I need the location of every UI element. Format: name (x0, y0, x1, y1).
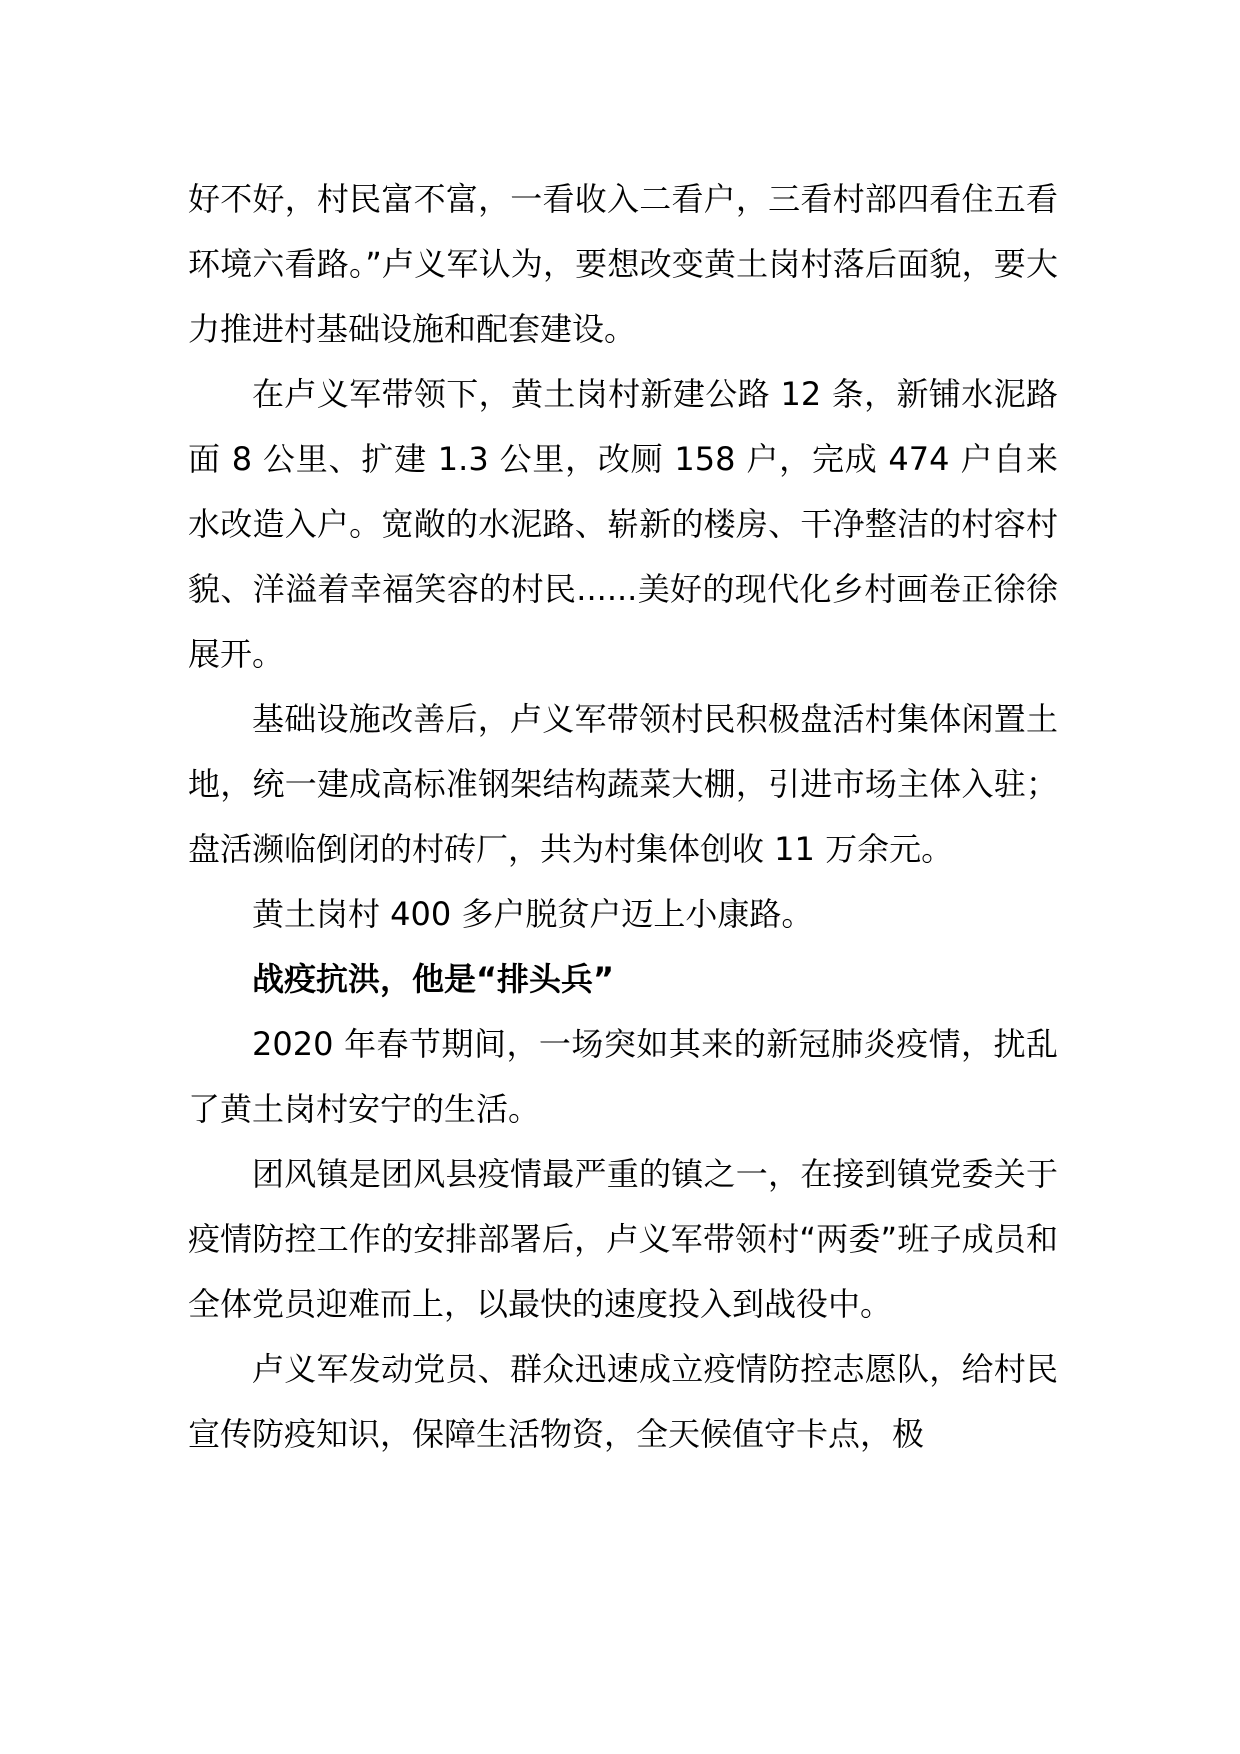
paragraph-collective-income: 基础设施改善后，卢义军带领村民积极盘活村集体闲置土地，统一建成高标准钢架结构蔬菜大棚，引进市场主体入驻；盘活濒临倒闭的村砖厂，共为村集体创收 11 万余元。 (188, 700, 1058, 868)
paragraph-volunteer-team: 卢义军发动党员、群众迅速成立疫情防控志愿队，给村民宣传防疫知识，保障生活物资，全天候值守卡点，极 (188, 1350, 1058, 1453)
paragraph-poverty-relief: 黄土岗村 400 多户脱贫户迈上小康路。 (252, 895, 814, 933)
section-heading: 战疫抗洪，他是“排头兵” (252, 960, 615, 998)
paragraph-road-construction: 在卢义军带领下，黄土岗村新建公路 12 条，新铺水泥路面 8 公里、扩建 1.3 公里，改厕 158 户，完成 474 户自来水改造入户。宽敞的水泥路、崭新的楼房、干净整洁的村容村貌、洋溢着幸福笑容的村民......美好的现代化乡村画卷正徐徐展开。 (188, 375, 1058, 673)
paragraph-epidemic-response: 团风镇是团风县疫情最严重的镇之一，在接到镇党委关于疫情防控工作的安排部署后，卢义军带领村“两委”班子成员和全体党员迎难而上，以最快的速度投入到战役中。 (188, 1155, 1058, 1323)
paragraph-epidemic-outbreak: 2020 年春节期间，一场突如其来的新冠肺炎疫情，扰乱了黄土岗村安宁的生活。 (188, 1025, 1058, 1128)
paragraph-continuation: 好不好，村民富不富，一看收入二看户，三看村部四看住五看环境六看路。”卢义军认为，要想改变黄土岗村落后面貌，要大力推进村基础设施和配套建设。 (188, 180, 1058, 348)
document-body (188, 167, 1058, 1467)
